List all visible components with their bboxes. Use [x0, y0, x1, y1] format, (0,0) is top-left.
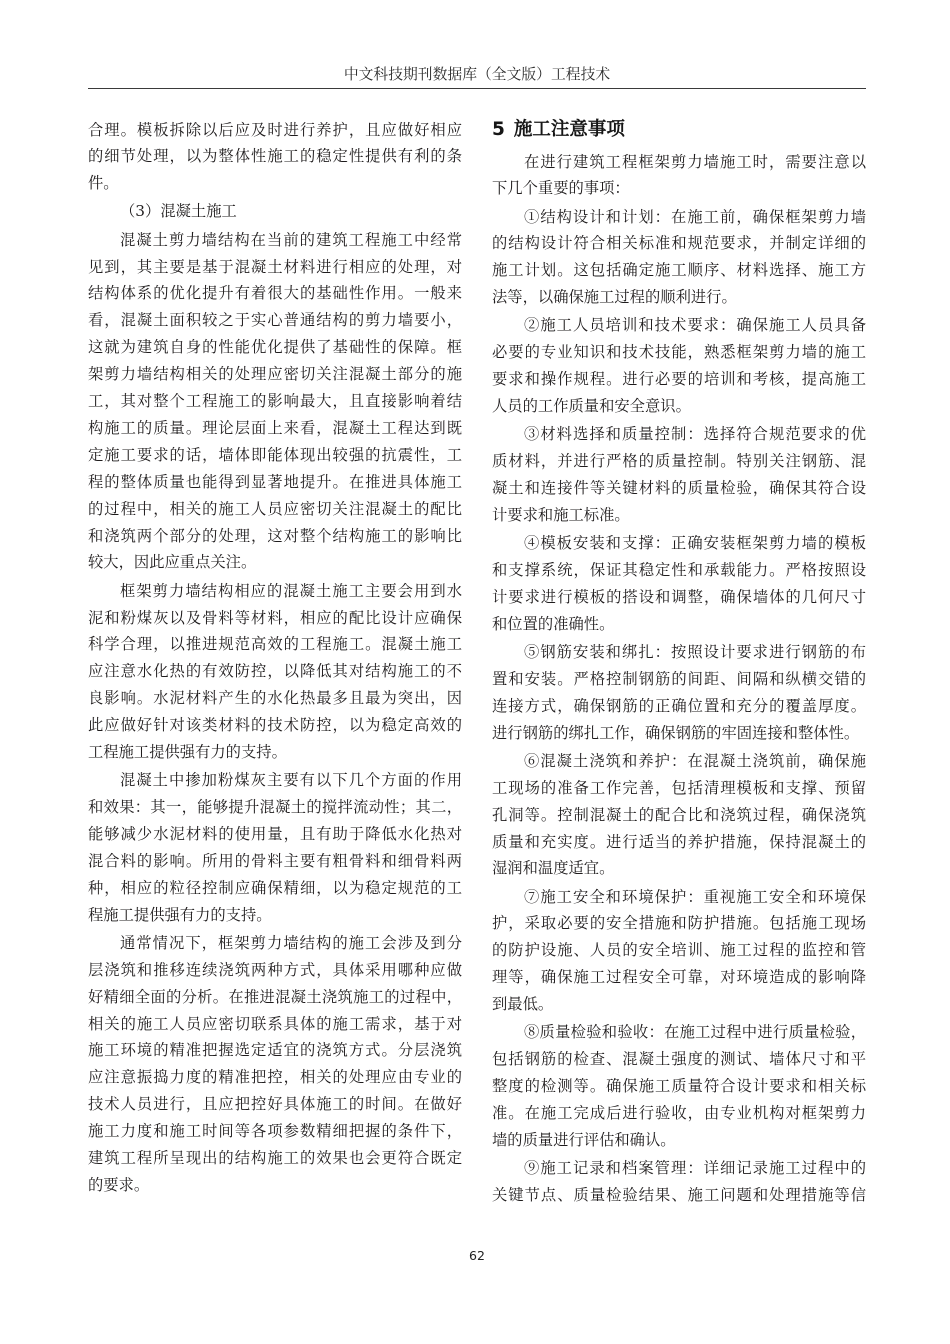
- text-line: 孔洞等。控制混凝土的配合比和浇筑过程，确保浇筑: [492, 805, 866, 824]
- text-line: 的细节处理，以为整体性施工的稳定性提供有利的条: [88, 147, 462, 166]
- text-line: 结构体系的优化提升有着很大的基础性作用。一般来: [88, 284, 462, 303]
- text-line: 凝土和连接件等关键材料的质量检验，确保其符合设: [492, 479, 866, 498]
- list-item-2: [492, 312, 866, 420]
- list-item-3: [492, 421, 866, 529]
- text-line: 较大，因此应重点关注。: [88, 553, 257, 572]
- text-line: 在进行建筑工程框架剪力墙施工时，需要注意以: [524, 152, 866, 171]
- left-column: [88, 117, 462, 1199]
- list-item-1: [492, 204, 866, 312]
- text-line: 相关的施工人员应密切联系具体的施工需求，基于对: [88, 1014, 462, 1033]
- text-line: 连接方式，确保钢筋的正确位置和充分的覆盖厚度。: [492, 696, 866, 715]
- text-line: 工现场的准备工作完善，包括清理模板和支撑、预留: [492, 778, 866, 797]
- text-line: 工程施工提供强有力的支持。: [88, 743, 287, 762]
- text-line: （3）混凝土施工: [120, 202, 237, 221]
- text-line: 合理。模板拆除以后应及时进行养护，且应做好相应: [88, 120, 462, 139]
- text-line: 质材料，并进行严格的质量控制。特别关注钢筋、混: [492, 452, 866, 471]
- text-line: 混凝土剪力墙结构在当前的建筑工程施工中经常: [120, 230, 462, 249]
- text-line: ②施工人员培训和技术要求：确保施工人员具备: [524, 316, 866, 335]
- text-line: 应注意水化热的有效防控，以降低其对结构施工的不: [88, 662, 462, 681]
- text-line: 见到，其主要是基于混凝土材料进行相应的处理，对: [88, 257, 462, 276]
- text-line: ⑨施工记录和档案管理：详细记录施工过程中的: [524, 1159, 866, 1178]
- text-line: 良影响。水泥材料产生的水化热最多且最为突出，因: [88, 689, 462, 708]
- text-line: 施工环境的精准把握选定适宜的浇筑方式。分层浇筑: [88, 1041, 462, 1060]
- subsection-heading: [88, 198, 462, 225]
- header-divider: [88, 88, 866, 89]
- intro-paragraph: [492, 149, 866, 203]
- text-line: ③材料选择和质量控制：选择符合规范要求的优: [524, 425, 866, 444]
- section-number: 5: [492, 118, 505, 140]
- paragraph-continued: [88, 117, 462, 198]
- page-number: 62: [469, 1248, 485, 1263]
- text-line: 必要的专业知识和技术技能，熟悉框架剪力墙的施工: [492, 343, 866, 362]
- text-line: 件。: [88, 174, 119, 193]
- text-line: 混合料的影响。所用的骨料主要有粗骨料和细骨料两: [88, 851, 462, 870]
- text-line: 程施工提供强有力的支持。: [88, 905, 272, 924]
- body-paragraph: [88, 767, 462, 928]
- journal-running-header: 中文科技期刊数据库（全文版）工程技术: [343, 66, 611, 83]
- text-line: 的结构设计符合相关标准和规范要求，并制定详细的: [492, 234, 866, 253]
- text-line: ⑤钢筋安装和绑扎：按照设计要求进行钢筋的布: [524, 642, 866, 661]
- text-line: ⑧质量检验和验收：在施工过程中进行质量检验，: [524, 1023, 866, 1042]
- text-line: 关键节点、质量检验结果、施工问题和处理措施等信: [492, 1185, 866, 1204]
- text-line: ⑦施工安全和环境保护：重视施工安全和环境保: [524, 887, 866, 906]
- text-line: 工，其对整个工程施工的影响最大，且直接影响着结: [88, 392, 462, 411]
- text-line: 应注意振捣力度的精准把控，相关的处理应由专业的: [88, 1068, 462, 1087]
- body-paragraph: [88, 578, 462, 766]
- text-line: 法等，以确保施工过程的顺利进行。: [492, 288, 737, 307]
- text-line: 泥和粉煤灰以及骨料等材料，相应的配比设计应确保: [88, 608, 462, 627]
- text-line: 好精细全面的分析。在推进混凝土浇筑施工的过程中，: [88, 987, 462, 1006]
- text-line: 施工计划。这包括确定施工顺序、材料选择、施工方: [492, 261, 866, 280]
- text-line: 框架剪力墙结构相应的混凝土施工主要会用到水: [120, 581, 462, 600]
- text-line: 和浇筑两个部分的处理，这对整个结构施工的影响比: [88, 526, 462, 545]
- text-line: 能够减少水泥材料的使用量，且有助于降低水化热对: [88, 824, 462, 843]
- list-item-8: [492, 1019, 866, 1154]
- text-line: ④模板安装和支撑：正确安装框架剪力墙的模板: [524, 534, 866, 553]
- section-heading: [492, 117, 866, 149]
- text-line: 建筑工程所呈现出的结构施工的效果也会更符合既定: [88, 1149, 462, 1168]
- list-item-6: [492, 748, 866, 883]
- text-line: 技术人员进行，且应把控好具体施工的时间。在做好: [88, 1095, 462, 1114]
- text-line: 此应做好针对该类材料的技术防控，以为稳定高效的: [88, 716, 462, 735]
- text-line: 的过程中，相关的施工人员应密切关注混凝土的配比: [88, 499, 462, 518]
- body-paragraph: [88, 227, 462, 577]
- text-line: 包括钢筋的检查、混凝土强度的测试、墙体尺寸和平: [492, 1050, 866, 1069]
- list-item-5: [492, 639, 866, 747]
- text-line: 看，混凝土面积较之于实心普通结构的剪力墙要小，: [88, 311, 462, 330]
- text-line: 要求和操作规程。进行必要的培训和考核，提高施工: [492, 370, 866, 389]
- text-line: 质量和充实度。进行适当的养护措施，保持混凝土的: [492, 832, 866, 851]
- text-line: 理等，确保施工过程安全可靠，对环境造成的影响降: [492, 968, 866, 987]
- text-line: 计要求和施工标准。: [492, 505, 630, 524]
- section-title: 施工注意事项: [513, 118, 625, 140]
- text-line: 施工力度和施工时间等各项参数精细把握的条件下，: [88, 1122, 462, 1141]
- text-line: 科学合理，以推进规范高效的工程施工。混凝土施工: [88, 635, 462, 654]
- list-item-7: [492, 884, 866, 1019]
- text-line: 进行钢筋的绑扎工作，确保钢筋的牢固连接和整体性。: [492, 723, 860, 742]
- text-line: 整度的检测等。确保施工质量符合设计要求和相关标: [492, 1077, 866, 1096]
- right-column: [492, 117, 866, 1209]
- text-line: 和支撑系统，保证其稳定性和承载能力。严格按照设: [492, 561, 866, 579]
- text-line: 下几个重要的事项：: [492, 179, 630, 198]
- body-paragraph: [88, 930, 462, 1199]
- list-item-4: [492, 530, 866, 638]
- text-line: 墙的质量进行评估和确认。: [492, 1130, 676, 1149]
- text-line: 架剪力墙结构相关的处理应密切关注混凝土部分的施: [88, 365, 462, 384]
- text-line: 人员的工作质量和安全意识。: [492, 397, 691, 416]
- text-line: 通常情况下，框架剪力墙结构的施工会涉及到分: [120, 933, 462, 952]
- text-line: 准。在施工完成后进行验收，由专业机构对框架剪力: [492, 1104, 866, 1122]
- text-line: 程的整体质量也能得到显著地提升。在推进具体施工: [88, 472, 462, 491]
- text-line: 到最低。: [492, 995, 554, 1014]
- text-line: 的要求。: [88, 1175, 150, 1194]
- text-line: 护，采取必要的安全措施和防护措施。包括施工现场: [492, 914, 866, 933]
- text-line: 层浇筑和推移连续浇筑两种方式，具体采用哪种应做: [88, 960, 462, 979]
- text-line: 湿润和温度适宜。: [492, 859, 615, 878]
- text-line: ⑥混凝土浇筑和养护：在混凝土浇筑前，确保施: [524, 751, 866, 770]
- text-line: 的防护设施、人员的安全培训、施工过程的监控和管: [492, 941, 866, 960]
- text-line: 混凝土中掺加粉煤灰主要有以下几个方面的作用: [120, 771, 462, 790]
- text-line: 构施工的质量。理论层面上来看，混凝土工程达到既: [88, 418, 462, 437]
- text-line: 置和安装。严格控制钢筋的间距、间隔和纵横交错的: [492, 669, 866, 688]
- text-line: ①结构设计和计划：在施工前，确保框架剪力墙: [524, 207, 866, 226]
- text-line: 和效果：其一，能够提升混凝土的搅拌流动性；其二，: [88, 798, 462, 817]
- text-line: 和位置的准确性。: [492, 614, 615, 633]
- text-line: 种，相应的粒径控制应确保精细，以为稳定规范的工: [88, 878, 462, 897]
- list-item-9: [492, 1155, 866, 1209]
- text-line: 计要求进行模板的搭设和调整，确保墙体的几何尺寸: [492, 587, 866, 606]
- text-line: 这就为建筑自身的性能优化提供了基础性的保障。框: [88, 338, 462, 357]
- text-line: 定施工要求的话，墙体即能体现出较强的抗震性，工: [88, 445, 462, 464]
